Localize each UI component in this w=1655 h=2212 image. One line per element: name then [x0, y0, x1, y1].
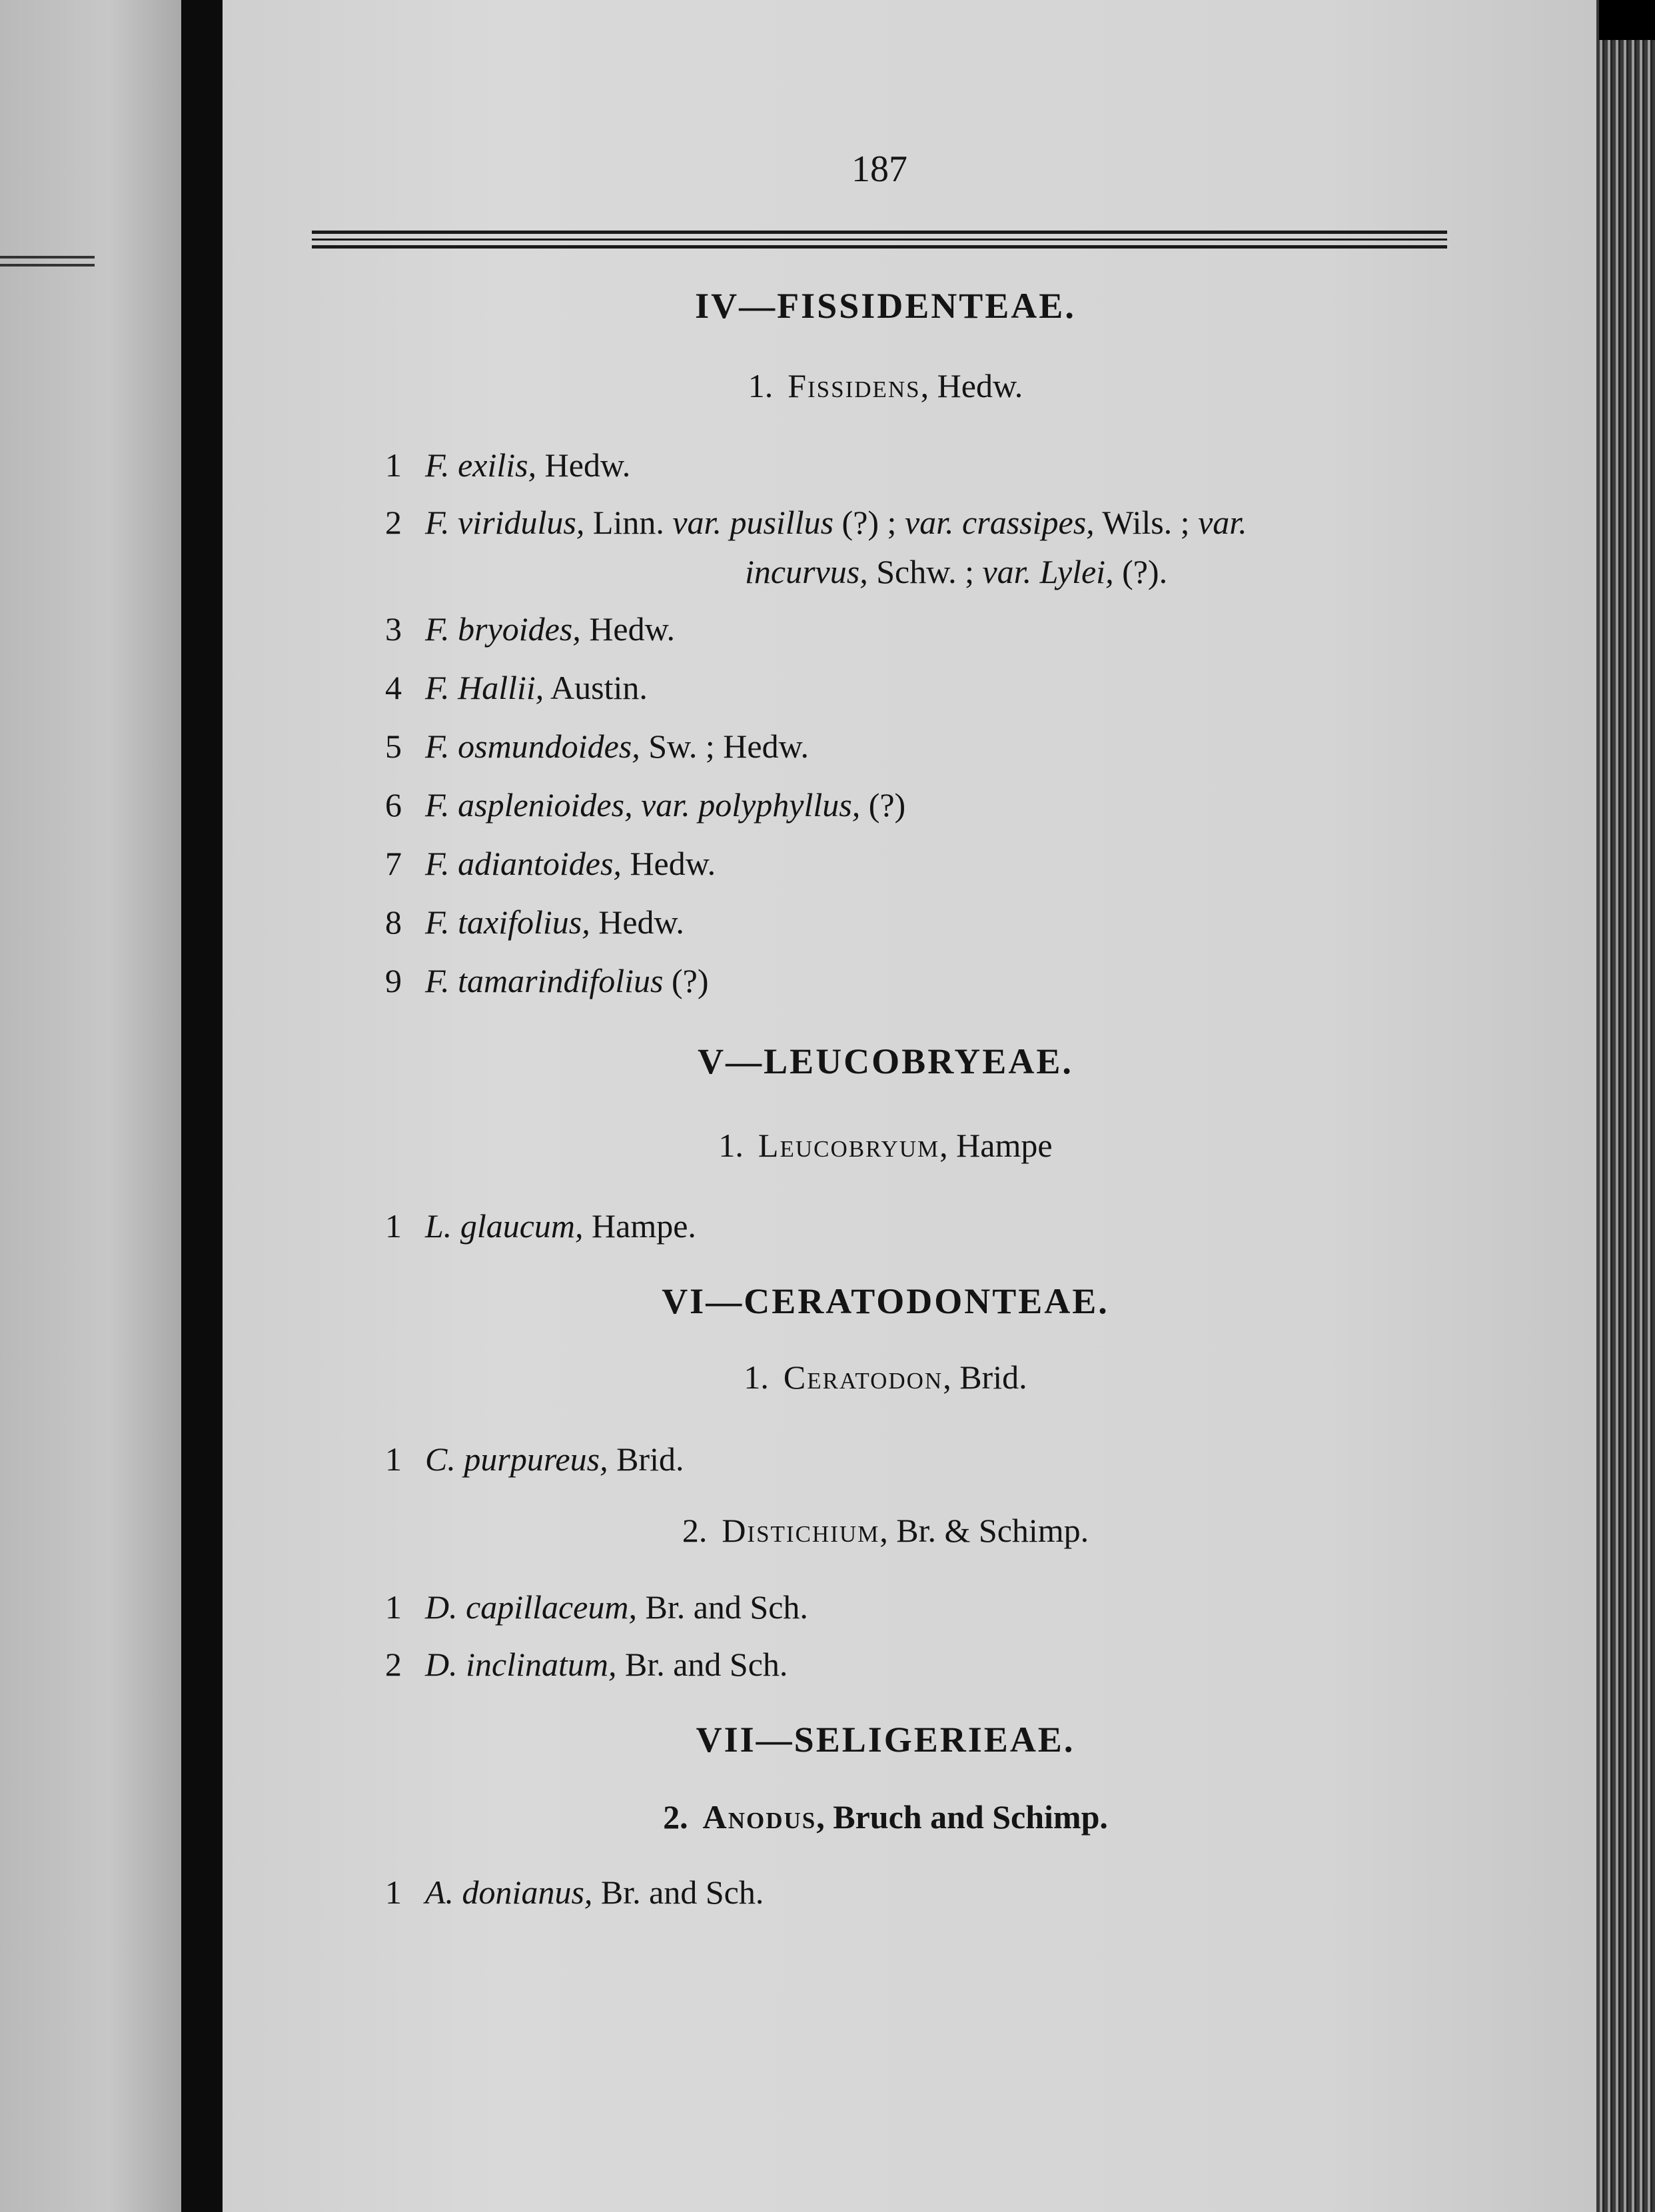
species-genus-abbr: F.	[425, 903, 450, 941]
variety-name: var. Lylei,	[982, 553, 1114, 590]
species-authority: (?)	[860, 786, 906, 824]
species-entry	[385, 438, 1478, 492]
species-epithet: Hallii,	[458, 669, 544, 706]
species-authority: Br. and Sch.	[636, 1588, 808, 1626]
genus-heading	[223, 1126, 1548, 1165]
variety-name: var.	[1198, 504, 1247, 541]
species-entry	[385, 1432, 1478, 1486]
genus-number: 1.	[744, 1359, 769, 1396]
species-entry-continuation	[745, 545, 1167, 598]
genus-number: 1.	[748, 367, 774, 404]
species-number: 6	[385, 786, 402, 824]
species-epithet: adiantoides,	[458, 845, 622, 882]
species-authority: Br. and Sch.	[616, 1646, 788, 1683]
species-genus-abbr: C.	[425, 1440, 456, 1478]
species-number: 1	[385, 1440, 402, 1478]
variety-name: var. pusillus	[672, 504, 834, 541]
facing-page-rule	[0, 264, 95, 267]
species-epithet: bryoides,	[458, 610, 581, 648]
species-genus-abbr: F.	[425, 728, 450, 765]
genus-author: , Hampe	[939, 1127, 1053, 1164]
species-genus-abbr: D.	[425, 1646, 458, 1683]
genus-heading	[223, 366, 1548, 405]
genus-heading	[223, 1511, 1548, 1550]
species-genus-abbr: F.	[425, 610, 450, 648]
species-epithet: viridulus,	[458, 504, 585, 541]
book-gutter	[181, 0, 223, 2212]
genus-name: Anodus	[702, 1798, 817, 1836]
species-epithet: inclinatum,	[466, 1646, 617, 1683]
genus-number: 2.	[663, 1798, 688, 1836]
species-entry	[385, 661, 1478, 714]
species-entry	[385, 1866, 1478, 1919]
species-authority: (?)	[663, 962, 709, 999]
facing-page-rule	[0, 256, 95, 259]
species-entry	[385, 1638, 1478, 1691]
species-epithet: asplenioides, var. polyphyllus,	[458, 786, 861, 824]
species-entry	[385, 602, 1478, 656]
variety-authority: Schw. ;	[867, 553, 983, 590]
genus-name: Fissidens	[788, 367, 921, 404]
species-number: 5	[385, 728, 402, 765]
genus-name: Ceratodon	[783, 1359, 943, 1396]
variety-name: var. crassipes,	[904, 504, 1095, 541]
species-genus-abbr: F.	[425, 786, 450, 824]
species-authority: Hedw.	[580, 610, 675, 648]
species-epithet: osmundoides,	[458, 728, 640, 765]
genus-number: 2.	[682, 1512, 708, 1549]
species-entry	[385, 1580, 1478, 1634]
species-number: 2	[385, 504, 402, 541]
species-entry	[385, 837, 1478, 890]
genus-author: , Bruch and Schimp.	[816, 1798, 1108, 1836]
section-heading: V—LEUCOBRYEAE.	[698, 1041, 1073, 1081]
species-genus-abbr: D.	[425, 1588, 458, 1626]
species-authority: Br. and Sch.	[592, 1874, 764, 1911]
species-entry	[385, 895, 1478, 949]
species-authority: Austin.	[544, 669, 648, 706]
species-number: 9	[385, 962, 402, 999]
species-genus-abbr: F.	[425, 962, 450, 999]
species-number: 1	[385, 1588, 402, 1626]
variety-name: incurvus,	[745, 553, 868, 590]
species-entry	[385, 720, 1478, 773]
section-heading: IV—FISSIDENTEAE.	[695, 286, 1076, 326]
species-authority: Brid.	[608, 1440, 684, 1478]
species-genus-abbr: L.	[425, 1207, 452, 1245]
species-authority: Linn.	[584, 504, 673, 541]
species-number: 2	[385, 1646, 402, 1683]
species-epithet: glaucum,	[460, 1207, 584, 1245]
page-number: 187	[851, 149, 907, 190]
species-genus-abbr: F.	[425, 504, 450, 541]
species-entry	[385, 496, 1478, 549]
section-heading: VI—CERATODONTEAE.	[662, 1281, 1109, 1321]
page-edges	[1596, 0, 1655, 2212]
species-genus-abbr: F.	[425, 845, 450, 882]
species-epithet: capillaceum,	[466, 1588, 637, 1626]
species-number: 8	[385, 903, 402, 941]
species-number: 7	[385, 845, 402, 882]
species-epithet: exilis,	[458, 446, 537, 484]
species-epithet: donianus,	[462, 1874, 593, 1911]
species-authority: Hedw.	[590, 903, 684, 941]
genus-author: , Brid.	[943, 1359, 1027, 1396]
genus-heading	[223, 1358, 1548, 1396]
species-number: 1	[385, 1874, 402, 1911]
species-genus-abbr: F.	[425, 669, 450, 706]
species-authority: Hampe.	[583, 1207, 696, 1245]
species-authority: Hedw.	[536, 446, 631, 484]
section-heading: VII—SELIGERIEAE.	[696, 1720, 1075, 1760]
genus-number: 1.	[718, 1127, 744, 1164]
variety-authority: (?).	[1113, 553, 1168, 590]
species-number: 1	[385, 1207, 402, 1245]
species-entry	[385, 778, 1478, 831]
species-number: 1	[385, 446, 402, 484]
species-number: 4	[385, 669, 402, 706]
variety-authority: (?) ;	[833, 504, 905, 541]
variety-authority: Wils. ;	[1094, 504, 1199, 541]
genus-heading	[223, 1798, 1548, 1836]
header-rule	[312, 245, 1447, 249]
species-entry	[385, 954, 1478, 1007]
species-epithet: tamarindifolius	[458, 962, 664, 999]
species-epithet: taxifolius,	[458, 903, 590, 941]
genus-name: Leucobryum	[758, 1127, 940, 1164]
header-rule	[312, 239, 1447, 241]
genus-author: , Br. & Schimp.	[879, 1512, 1089, 1549]
species-authority: Sw. ; Hedw.	[640, 728, 809, 765]
species-entry	[385, 1199, 1478, 1253]
facing-page	[0, 0, 181, 2212]
genus-author: , Hedw.	[920, 367, 1023, 404]
page-edge-shadow	[1599, 0, 1655, 40]
species-epithet: purpureus,	[464, 1440, 608, 1478]
species-genus-abbr: F.	[425, 446, 450, 484]
species-number: 3	[385, 610, 402, 648]
species-genus-abbr: A.	[425, 1874, 454, 1911]
species-authority: Hedw.	[621, 845, 716, 882]
genus-name: Distichium	[722, 1512, 880, 1549]
header-rule	[312, 231, 1447, 234]
